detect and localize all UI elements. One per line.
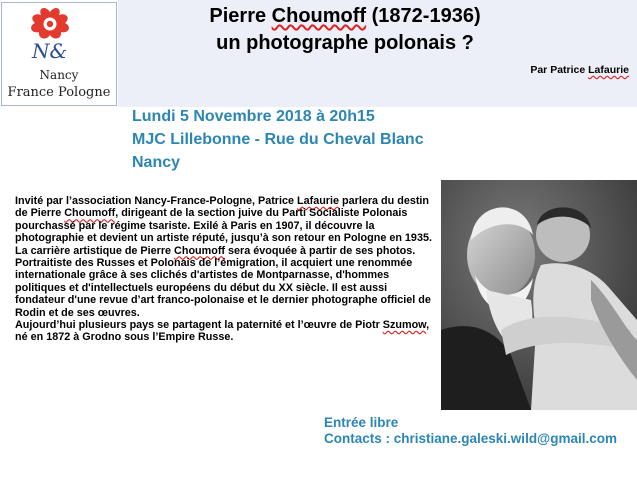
event-venue: MJC Lillebonne - Rue du Cheval Blanc xyxy=(132,131,424,148)
page-title xyxy=(130,3,560,57)
title-name: Choumoff xyxy=(271,5,367,27)
logo-text-line1: Nancy xyxy=(39,68,79,82)
paragraph-2: La carrière artistique de Pierre Choumoff sera évoquée à partir de ses photos. Portraitiste des Russes et Polonais de l’émigration, il acquiert une renommée internationale grâce à ses clichés d'artistes de Montparnasse, d'hommes politiques et d'intellectuels européens du début du XX siècle. Il est aussi fondateur d'une revue d’art franco-polonaise et le dernier photographe officiel de Rodin et de ses œuvres. xyxy=(15,244,431,319)
byline: Par Patrice Lafaurie xyxy=(530,64,629,76)
entry-free: Entrée libre xyxy=(324,415,399,430)
event-city: Nancy xyxy=(132,154,181,171)
body-text xyxy=(15,195,435,344)
paragraph-1: Invité par l’association Nancy-France-Pologne, Patrice Lafaurie parlera du destin de Pierre Choumoff, dirigeant de la section juive du Parti Socialiste Polonais pourchassé par le régime tsariste. Exilé à Paris en 1907, il découvre la photographie et devient un artiste réputé, jusqu’à son retour en Pologne en 1935. xyxy=(15,195,432,245)
portrait-photo xyxy=(441,180,637,410)
logo xyxy=(1,2,117,106)
title-line2: un photographe polonais ? xyxy=(216,32,474,54)
flower-logo-icon xyxy=(24,6,76,64)
title-pre: Pierre xyxy=(209,5,272,27)
title-post: (1872-1936) xyxy=(366,5,481,27)
svg-text:N&: N& xyxy=(32,39,68,63)
contacts: Contacts : christiane.galeski.wild@gmail.com xyxy=(324,431,617,446)
event-date: Lundi 5 Novembre 2018 à 20h15 xyxy=(132,108,375,125)
paragraph-3: Aujourd’hui plusieurs pays se partagent la paternité et l’œuvre de Piotr Szumow, né en 1872 à Grodno sous l’Empire Russe. xyxy=(15,319,430,344)
logo-text-line2: France Pologne xyxy=(7,85,111,100)
